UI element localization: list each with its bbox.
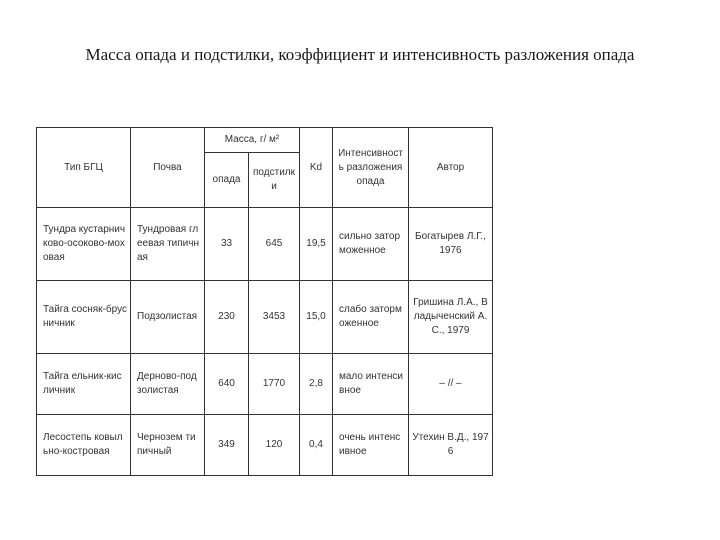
cell-author: – // – [409, 354, 493, 415]
cell-intensity: слабо заторможенное [333, 281, 409, 354]
cell-kd: 0,4 [300, 415, 333, 476]
cell-author: Утехин В.Д., 1976 [409, 415, 493, 476]
cell-kd: 19,5 [300, 208, 333, 281]
cell-kd: 15,0 [300, 281, 333, 354]
page-title: Масса опада и подстилки, коэффициент и интенсивность разложения опада [85, 45, 635, 64]
cell-litter: 1770 [249, 354, 300, 415]
cell-soil: Чернозем типичный [131, 415, 205, 476]
cell-litter: 120 [249, 415, 300, 476]
header-soil: Почва [131, 128, 205, 208]
cell-intensity: очень интенсивное [333, 415, 409, 476]
header-author: Автор [409, 128, 493, 208]
cell-litterfall: 349 [205, 415, 249, 476]
header-row-1 [37, 128, 493, 153]
cell-author: Богатырев Л.Г., 1976 [409, 208, 493, 281]
header-litterfall: опада [205, 153, 249, 208]
data-table [36, 127, 493, 476]
cell-litterfall: 640 [205, 354, 249, 415]
table-row [37, 354, 493, 415]
cell-type: Лесостепь ковыльно-костровая [37, 415, 131, 476]
header-mass-group: Масса, г/ м² [205, 128, 300, 153]
header-litter: подстилки [249, 153, 300, 208]
cell-type: Тайга сосняк-брусничник [37, 281, 131, 354]
cell-type: Тайга ельник-кисличник [37, 354, 131, 415]
cell-soil: Дерново-подзолистая [131, 354, 205, 415]
cell-kd: 2,8 [300, 354, 333, 415]
cell-soil: Подзолистая [131, 281, 205, 354]
table-row [37, 208, 493, 281]
cell-litter: 645 [249, 208, 300, 281]
header-type: Тип БГЦ [37, 128, 131, 208]
cell-intensity: сильно заторможенное [333, 208, 409, 281]
cell-litterfall: 230 [205, 281, 249, 354]
header-intensity: Интенсивность разложения опада [333, 128, 409, 208]
cell-author: Гришина Л.А., Владыченский А.С., 1979 [409, 281, 493, 354]
cell-intensity: мало интенсивное [333, 354, 409, 415]
cell-soil: Тундровая глеевая типичная [131, 208, 205, 281]
cell-litterfall: 33 [205, 208, 249, 281]
header-kd: Kd [300, 128, 333, 208]
table-row [37, 415, 493, 476]
table-row [37, 281, 493, 354]
cell-type: Тундра кустарничково-осоково-моховая [37, 208, 131, 281]
cell-litter: 3453 [249, 281, 300, 354]
